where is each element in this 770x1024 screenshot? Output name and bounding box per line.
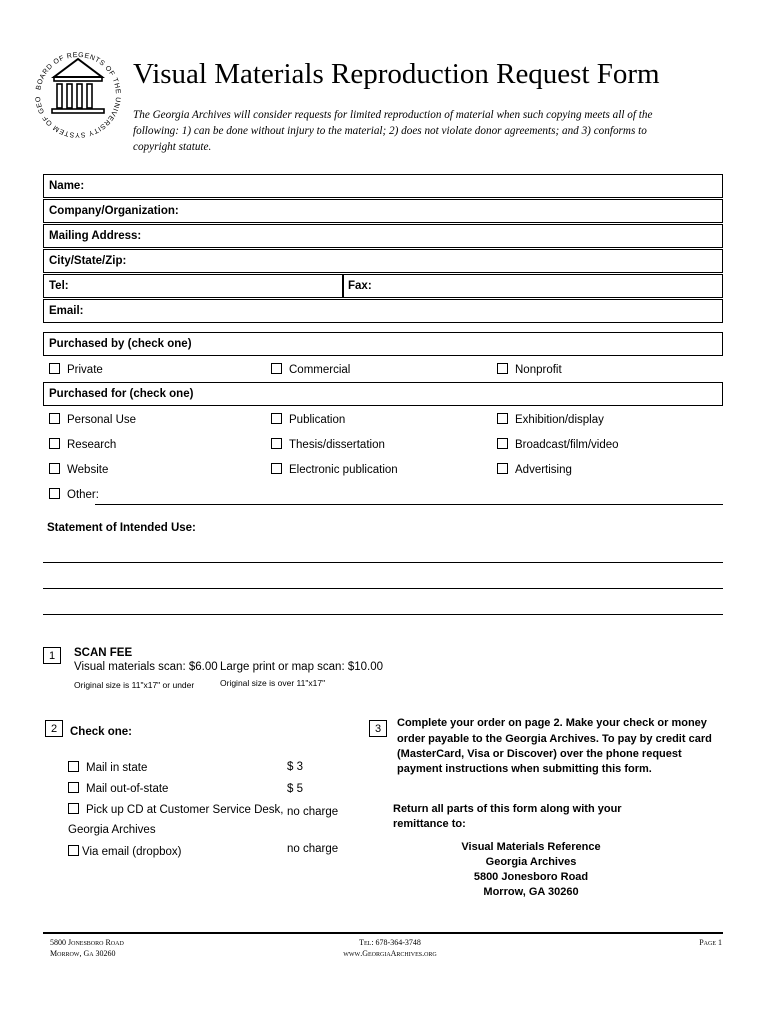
- svg-text:BOARD OF REGENTS OF THE UNIVER: BOARD OF REGENTS OF THE UNIVERSITY SYSTEM OF GEO: [34, 51, 122, 139]
- statement-line-2[interactable]: [43, 588, 723, 589]
- purchased-by-heading: Purchased by (check one): [49, 338, 192, 350]
- check-one-heading: Check one:: [70, 726, 132, 738]
- checkbox-icon[interactable]: [497, 438, 508, 449]
- purchased-for-heading: Purchased for (check one): [49, 388, 194, 400]
- footer-website[interactable]: www.GeorgiaArchives.org: [343, 949, 437, 958]
- email-label: Email:: [49, 305, 84, 317]
- pickup-price: no charge: [287, 806, 339, 818]
- option-website[interactable]: Website: [49, 463, 108, 476]
- email-row[interactable]: [43, 299, 723, 323]
- return-line-2: remittance to:: [393, 818, 466, 830]
- company-label: Company/Organization:: [49, 205, 179, 217]
- city-state-zip-label: City/State/Zip:: [49, 255, 127, 267]
- visual-size-note: Original size is 11"x17" or under: [74, 680, 195, 690]
- intro-line-3: copyright statute.: [133, 141, 212, 153]
- option-nonprofit[interactable]: Nonprofit: [497, 363, 562, 376]
- checkbox-icon[interactable]: [271, 413, 282, 424]
- option-private[interactable]: Private: [49, 363, 103, 376]
- complete-line-3: (MasterCard, Visa or Discover) over the phone request: [397, 748, 682, 760]
- checkbox-icon[interactable]: [49, 413, 60, 424]
- checkbox-icon[interactable]: [49, 363, 60, 374]
- section-3-number: 3: [369, 720, 387, 737]
- other-underline[interactable]: [95, 504, 723, 505]
- option-personal-use[interactable]: Personal Use: [49, 413, 136, 426]
- address-line-1: Visual Materials Reference: [461, 841, 601, 853]
- footer-address-1: 5800 Jonesboro Road: [50, 938, 124, 947]
- mail-in-state-price: $ 3: [287, 761, 303, 773]
- mailing-address-row[interactable]: [43, 224, 723, 248]
- name-label: Name:: [49, 180, 85, 192]
- address-line-2: Georgia Archives: [485, 856, 577, 868]
- checkbox-icon[interactable]: [271, 438, 282, 449]
- large-scan-price: Large print or map scan: $10.00: [220, 661, 384, 673]
- city-state-zip-row[interactable]: [43, 249, 723, 273]
- delivery-mail-in-state[interactable]: Mail in state: [68, 761, 147, 774]
- visual-scan-price: Visual materials scan: $6.00: [74, 661, 218, 673]
- statement-line-3[interactable]: [43, 614, 723, 615]
- delivery-email[interactable]: Via email (dropbox): [68, 845, 182, 858]
- name-row[interactable]: [43, 174, 723, 198]
- pickup-location: Georgia Archives: [68, 824, 156, 836]
- checkbox-icon[interactable]: [68, 845, 79, 856]
- return-line-1: Return all parts of this form along with your: [393, 803, 622, 815]
- complete-line-4: payment instructions when submitting this form.: [397, 763, 652, 775]
- checkbox-icon[interactable]: [68, 803, 79, 814]
- address-line-4: Morrow, GA 30260: [483, 886, 579, 898]
- complete-line-2: order payable to the Georgia Archives. To pay by credit card: [397, 733, 712, 745]
- checkbox-icon[interactable]: [49, 488, 60, 499]
- complete-line-1: Complete your order on page 2. Make your check or money: [397, 717, 707, 729]
- checkbox-icon[interactable]: [49, 438, 60, 449]
- tel-fax-divider: [342, 275, 344, 297]
- tel-fax-row: [43, 274, 723, 298]
- tel-label[interactable]: Tel:: [49, 280, 69, 292]
- option-publication[interactable]: Publication: [271, 413, 345, 426]
- option-broadcast[interactable]: Broadcast/film/video: [497, 438, 619, 451]
- email-price: no charge: [287, 843, 339, 855]
- delivery-pickup-cd[interactable]: Pick up CD at Customer Service Desk,: [68, 803, 283, 816]
- footer-phone: Tel: 678-364-3748: [359, 938, 421, 947]
- option-advertising[interactable]: Advertising: [497, 463, 572, 476]
- checkbox-icon[interactable]: [271, 463, 282, 474]
- option-research[interactable]: Research: [49, 438, 116, 451]
- purchased-for-heading-row: [43, 382, 723, 406]
- address-line-3: 5800 Jonesboro Road: [473, 871, 589, 883]
- seal-icon: [30, 45, 126, 141]
- footer-address-2: Morrow, Ga 30260: [50, 949, 116, 958]
- statement-label: Statement of Intended Use:: [47, 522, 196, 534]
- section-2-number: 2: [45, 720, 63, 737]
- mail-out-of-state-price: $ 5: [287, 783, 303, 795]
- checkbox-icon[interactable]: [497, 463, 508, 474]
- company-row[interactable]: [43, 199, 723, 223]
- checkbox-icon[interactable]: [49, 463, 60, 474]
- mailing-address-label: Mailing Address:: [49, 230, 142, 242]
- footer-rule: [43, 932, 723, 934]
- intro-line-1: The Georgia Archives will consider requests for limited reproduction of material when such copying meets all of the: [133, 109, 653, 121]
- form-title: Visual Materials Reproduction Request Form: [133, 58, 660, 90]
- section-1-number: 1: [43, 647, 61, 664]
- checkbox-icon[interactable]: [68, 761, 79, 772]
- delivery-mail-out-of-state[interactable]: Mail out-of-state: [68, 782, 168, 795]
- large-size-note: Original size is over 11"x17": [220, 678, 326, 688]
- purchased-by-heading-row: [43, 332, 723, 356]
- scan-fee-heading: SCAN FEE: [74, 647, 133, 659]
- checkbox-icon[interactable]: [271, 363, 282, 374]
- checkbox-icon[interactable]: [68, 782, 79, 793]
- checkbox-icon[interactable]: [497, 363, 508, 374]
- checkbox-icon[interactable]: [497, 413, 508, 424]
- footer-page-number: Page 1: [699, 938, 722, 947]
- fax-label[interactable]: Fax:: [348, 280, 372, 292]
- option-commercial[interactable]: Commercial: [271, 363, 350, 376]
- statement-line-1[interactable]: [43, 562, 723, 563]
- option-exhibition[interactable]: Exhibition/display: [497, 413, 604, 426]
- option-thesis[interactable]: Thesis/dissertation: [271, 438, 385, 451]
- georgia-regents-seal: [30, 45, 126, 141]
- option-other[interactable]: Other:: [49, 488, 99, 501]
- option-electronic-publication[interactable]: Electronic publication: [271, 463, 398, 476]
- intro-line-2: following: 1) can be done without injury to the material; 2) does not violate donor agreements; and 3) conforms to: [133, 125, 647, 137]
